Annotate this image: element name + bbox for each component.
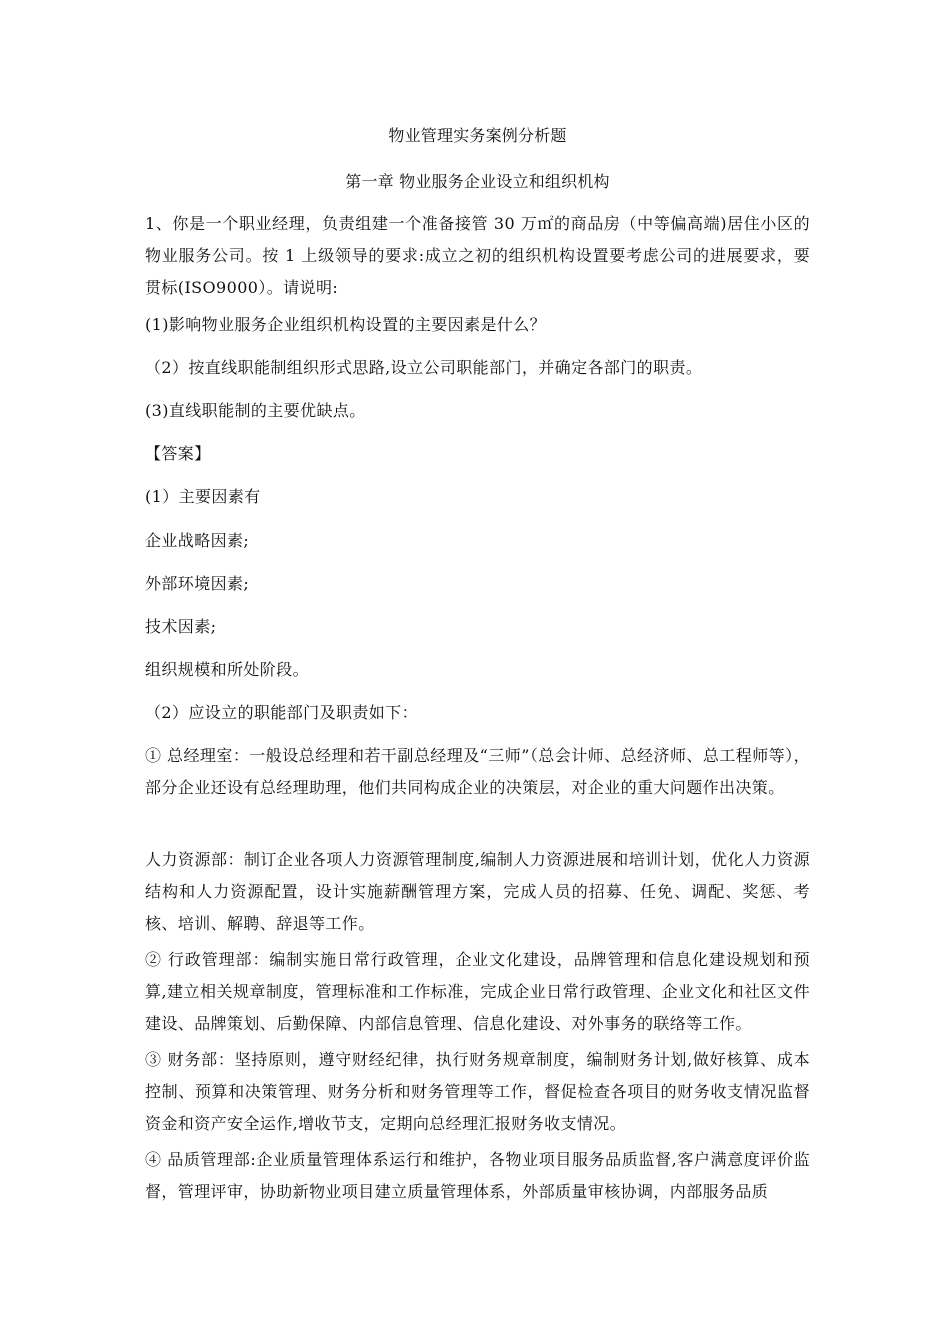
factor-item: 企业战略因素;	[145, 531, 250, 550]
department-paragraph: ② 行政管理部：编制实施日常行政管理，企业文化建设，品牌管理和信息化建设规划和预算,建立相关规章制度，管理标准和工作标准，完成企业日常行政管理、企业文化和社区文件建设、品牌策划、后勤保障、内部信息管理、信息化建设、对外事务的联络等工作。	[145, 950, 810, 1033]
answer-part2-heading: （2）应设立的职能部门及职责如下：	[145, 703, 418, 722]
chapter-heading: 第一章 物业服务企业设立和组织机构	[345, 172, 610, 191]
factor-item: 组织规模和所处阶段。	[145, 660, 310, 679]
sub-question-3: (3)直线职能制的主要优缺点。	[145, 401, 366, 420]
department-paragraph: ③ 财务部：坚持原则，遵守财经纪律，执行财务规章制度，编制财务计划,做好核算、成本控制、预算和决策管理、财务分析和财务管理等工作，督促检查各项目的财务收支情况监督资金和资产安全运作,增收节支，定期向总经理汇报财务收支情况。	[145, 1050, 810, 1133]
answer-heading: 【答案】	[145, 444, 211, 463]
factor-item: 外部环境因素;	[145, 574, 250, 593]
factor-item: 技术因素;	[145, 617, 217, 636]
department-paragraph: 人力资源部：制订企业各项人力资源管理制度,编制人力资源进展和培训计划，优化人力资源结构和人力资源配置，设计实施薪酬管理方案，完成人员的招募、任免、调配、奖惩、考核、培训、解聘、辞退等工作。	[145, 850, 810, 933]
sub-question-1: (1)影响物业服务企业组织机构设置的主要因素是什么？	[145, 315, 547, 334]
department-paragraph: ④ 品质管理部:企业质量管理体系运行和维护，各物业项目服务品质监督,客户满意度评价监督，管理评审，协助新物业项目建立质量管理体系，外部质量审核协调，内部服务品质	[145, 1150, 810, 1201]
document-title: 物业管理实务案例分析题	[388, 126, 567, 145]
department-paragraph: ① 总经理室：一般设总经理和若干副总经理及“三师”（总会计师、总经济师、总工程师等），部分企业还设有总经理助理，他们共同构成企业的决策层，对企业的重大问题作出决策。	[145, 746, 810, 797]
sub-question-2: （2）按直线职能制组织形式思路,设立公司职能部门，并确定各部门的职责。	[145, 358, 703, 377]
question-text: 1、你是一个职业经理，负责组建一个准备接管 30 万㎡的商品房（中等偏高端)居住小区的物业服务公司。按 1 上级领导的要求:成立之初的组织机构设置要考虑公司的进展要求，要贯标(ISO9000）。请说明:	[145, 214, 810, 297]
answer-part1-heading: (1）主要因素有	[145, 487, 261, 506]
document-page	[145, 0, 810, 1344]
